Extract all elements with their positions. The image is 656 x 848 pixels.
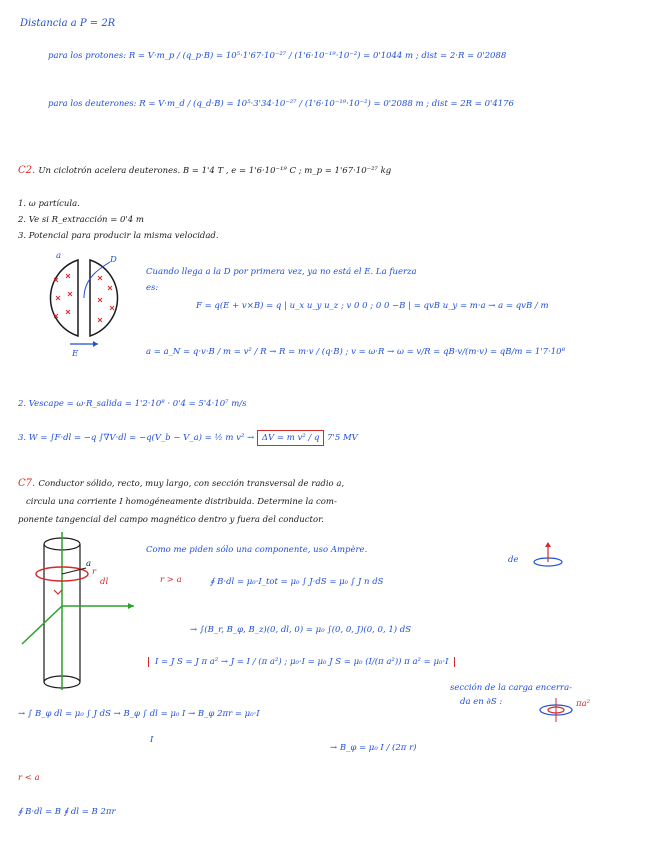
- cyl-label-a: a: [86, 559, 92, 569]
- protons-line: para los protones: R = V·m_p / (q_p·B) = 10⁵·1'67·10⁻²⁷ / (1'6·10⁻¹⁹·10⁻²) = 0'1044 m ; dist = 2·R = 0'2088: [48, 51, 507, 61]
- c2-answer-3-lhs: 3. W = ∫F·dl = −q ∫∇V·dl = −q(V_b − V_a) = ½ m v² →: [18, 433, 255, 443]
- section-note-2: da en ∂S :: [460, 697, 503, 707]
- c2-title: Un ciclotrón acelera deuterones. B = 1'4 T , e = 1'6·10⁻¹⁹ C ; m_p = 1'67·10⁻²⁷ kg: [38, 166, 392, 176]
- section-note-1: sección de la carga encerra-: [450, 683, 573, 693]
- c2-item-2: 2. Ve si R_extracción = 0'4 m: [18, 215, 144, 225]
- c2-answer-3: [18, 432, 358, 444]
- c2-answer-2: 2. Vescape = ω·R_salida = 1'2·10⁸ · 0'4 = 5'4·10⁷ m/s: [18, 399, 247, 409]
- c7-line-3: ponente tangencial del campo magnético dentro y fuera del conductor.: [18, 515, 324, 525]
- c7-line-2: circula una corriente I homogéneamente distribuida. Determine la com-: [26, 497, 337, 507]
- dee-left: [50, 260, 78, 336]
- c7-line-1-text: Conductor sólido, recto, muy largo, con sección transversal de radio a,: [38, 479, 345, 489]
- c2-answer-3-box: ΔV = m v² / q: [257, 430, 324, 446]
- c2-item-1: 1. ω partícula.: [18, 199, 80, 209]
- distance-heading: Distancia a P = 2R: [20, 18, 116, 29]
- c2-item-3: 3. Potencial para producir la misma velocidad.: [18, 231, 219, 241]
- result-eq: → B_φ = μ₀ I / (2π r): [330, 743, 417, 753]
- c7-line-1: [18, 478, 344, 490]
- c7-note: Como me piden sólo una componente, uso Ampère.: [146, 545, 368, 555]
- cyl-label-dl: dl: [100, 577, 109, 587]
- integral-under: I: [150, 735, 154, 745]
- c7-label: C7.: [18, 478, 36, 489]
- fig-label-e: E: [72, 349, 79, 359]
- de-loop-icon: [528, 540, 568, 570]
- ampere-eq-2: → ∫(B_r, B_φ, B_z)(0, dl, 0) = μ₀ ∫(0, 0, J)(0, 0, 1) dS: [190, 625, 412, 635]
- bracket-eq: I = J S = J π a² → J = I / (π a²) ; μ₀·I = μ₀ J S = μ₀ (I/(π a²)) π a² = μ₀·I: [148, 657, 455, 667]
- c7-de-label: de: [508, 555, 519, 565]
- fig-label-d: D: [110, 255, 117, 265]
- inside-eq: ∮ B·dl = B ∮ dl = B 2πr: [18, 807, 116, 817]
- x-axis: [22, 606, 62, 644]
- c2-header: [18, 165, 391, 177]
- case-r-lt-a: r < a: [18, 773, 40, 783]
- c2-explain-1: Cuando llega a la D por primera vez, ya no está el E. La fuerza: [146, 267, 417, 277]
- section-label-pia2: πa²: [576, 699, 591, 709]
- integral-eq: → ∫ B_φ dl = μ₀ ∫ J dS → B_φ ∫ dl = μ₀ I → B_φ 2πr = μ₀·I: [18, 709, 260, 719]
- c2-accel-eq: a = a_N = q·v·B / m = v² / R → R = m·v / (q·B) ; v = ω·R → ω = v/R = qB·v/(m·v) = qB/m = 1'7·10⁸: [146, 347, 565, 357]
- c2-label: C2.: [18, 165, 36, 176]
- c2-force-eq: F = q(E + v×B) = q | u_x u_y u_z ; v 0 0 ; 0 0 −B | = qvB u_y = m·a → a = qvB / m: [196, 301, 549, 311]
- deuterons-line: para los deuterones: R = V·m_d / (q_d·B) = 10⁵·3'34·10⁻²⁷ / (1'6·10⁻¹⁹·10⁻²) = 0'2088 m ; dist = 2R = 0'4176: [48, 99, 514, 109]
- cyl-label-r: r: [92, 567, 97, 577]
- fig-label-a: a: [56, 251, 62, 261]
- c2-explain-2: es:: [146, 283, 159, 293]
- conductor-figure: [14, 530, 144, 696]
- dee-right: [90, 260, 118, 336]
- c2-answer-3-value: 7'5 MV: [327, 433, 358, 443]
- ampere-bracket: [148, 656, 455, 668]
- trajectory: [84, 262, 110, 298]
- ampere-eq-1: ∮ B·dl = μ₀·I_tot = μ₀ ∫ J·dS = μ₀ ∫ J n dS: [210, 577, 384, 587]
- current-arrow: [54, 590, 62, 594]
- case-r-gt-a: r > a: [160, 575, 182, 585]
